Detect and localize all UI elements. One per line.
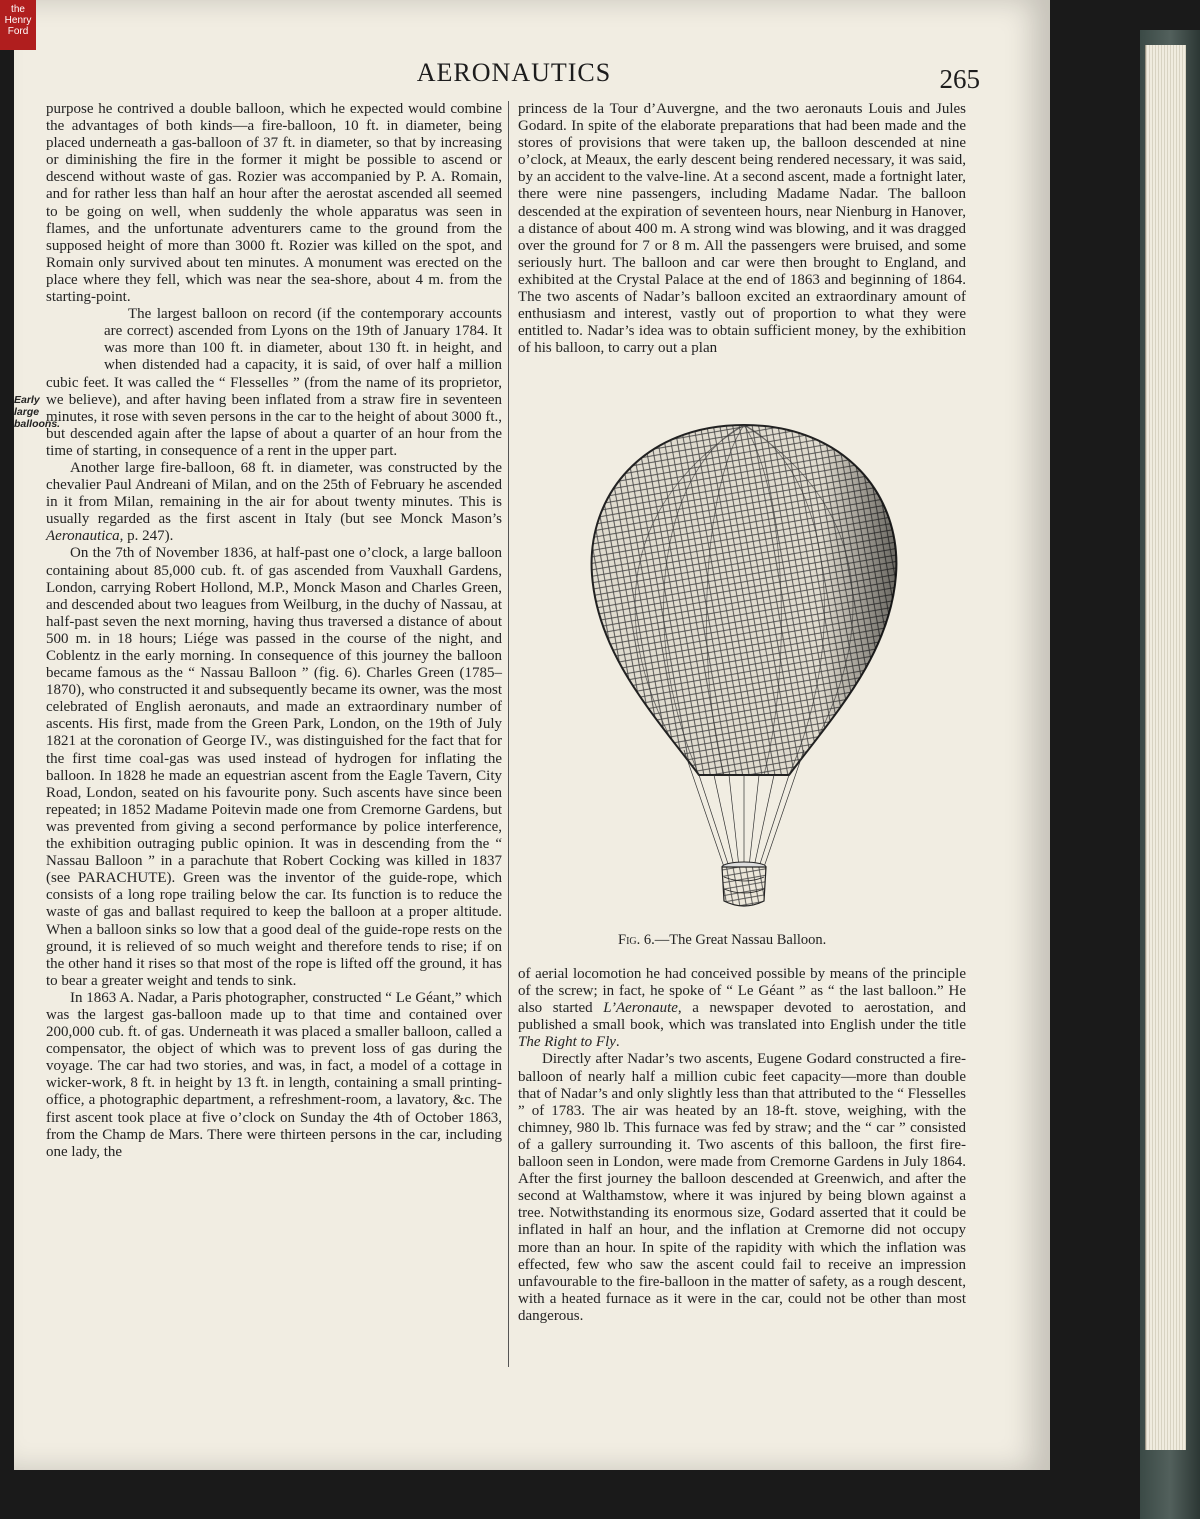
paragraph-text: The largest balloon on record (if the contemporary accounts are correct) ascended from Lyons on the 19th of January 1784. It was more than 100 ft. in diameter, about 130 ft. in height, and when distended had a capacity, it is said, of over half a million cubic feet. It was called the “ Flesselles ” (from the name of its proprietor, we believe), and after having been inflated from a straw fire in seventeen minutes, it rose with seven persons in the car to the height of about 3000 ft., but descended again after the lapse of about a quarter of an hour from the time of starting, in consequence of a rent in the upper part. — [46, 306, 502, 459]
column-rule — [508, 101, 509, 1367]
paragraph — [518, 966, 966, 1051]
left-column — [46, 101, 502, 1161]
paragraph-text: , p. 247). — [119, 528, 174, 545]
paragraph: In 1863 A. Nadar, a Paris photographer, constructed “ Le Géant,” which was the largest gas-balloon made up to that time and contained over 200,000 cub. ft. of gas. Underneath it was placed a smaller balloon, called a compensator, the object of which was to prevent loss of gas during the voyage. The car had two stories, and was, in fact, a model of a cottage in wicker-work, 8 ft. in height by 13 ft. in length, containing a small printing-office, a photographic department, a refreshment-room, a lavatory, &c. The first ascent took place at five o’clock on Sunday the 4th of October 1863, from the Champ de Mars. There were thirteen persons in the car, including one lady, the — [46, 989, 502, 1160]
paragraph: purpose he contrived a double balloon, which he expected would combine the advantages of both kinds—a fire-balloon, 10 ft. in diameter, being placed underneath a gas-balloon of 37 ft. in diameter, so that by increasing or diminishing the fire in the former it might be possible to ascend or descend without waste of gas. Rozier was accompanied by P. A. Romain, and for rather less than half an hour after the aerostat ascended all seemed to be going on well, when suddenly the whole apparatus was seen in flames, and the unfortunate adventurers came to the ground from the supposed height of more than 3000 ft. Rozier was killed on the spot, and Romain only survived about ten minutes. A monument was erected on the place where they fell, which was near the sea-shore, about 4 m. from the starting-point. — [46, 101, 502, 306]
page-number: 265 — [939, 64, 980, 94]
margin-note — [14, 394, 61, 430]
balloon-car — [722, 862, 766, 906]
figure-title: —The Great Nassau Balloon. — [654, 932, 827, 948]
logo-text: the — [11, 4, 25, 15]
figure-number: Fig. 6. — [618, 932, 655, 948]
right-column-top — [518, 101, 966, 357]
book-title: The Right to Fly — [518, 1034, 616, 1051]
book-page — [14, 0, 1050, 1470]
right-column-bottom — [518, 966, 966, 1325]
paragraph — [46, 460, 502, 545]
paragraph — [46, 306, 502, 460]
balloon-illustration — [574, 405, 914, 925]
running-head: AERONAUTICS — [416, 58, 612, 87]
paragraph: Directly after Nadar’s two ascents, Eugene Godard constructed a fire-balloon of nearly half a million cubic feet capacity—more than double that of Nadar’s and only slightly less than that attributed to the “ Flesselles ” of 1783. The air was heated by an 18-ft. stove, weighing, with the chimney, 980 lb. This furnace was fed by straw; and the “ car ” consisted of a gallery surrounding it. Two ascents of this balloon, the first fire-balloon seen in London, were made from Cremorne Gardens in July 1864. After the first journey the balloon descended at Greenwich, and after the second at Walthamstow, where it was injured by being blown against a tree. Notwithstanding its enormous size, Godard asserted that it could be inflated in half an hour, and the inflation at Cremorne did not occupy more than an hour. In spite of the rapidity with which the inflation was effected, few who saw the ascent could fail to receive an impression unfavourable to the fire-balloon in the matter of safety, as a rough descent, with a heated furnace as it were in the car, could not be other than most dangerous. — [518, 1051, 966, 1324]
logo-text: Ford — [7, 26, 29, 37]
newspaper-title: L’Aeronaute — [603, 1000, 678, 1017]
balloon-envelope — [592, 425, 897, 775]
henry-ford-logo — [0, 0, 36, 50]
logo-text: Henry — [4, 15, 32, 26]
paragraph: princess de la Tour d’Auvergne, and the two aeronauts Louis and Jules Godard. In spite of the elaborate preparations that had been made and the stores of provisions that were taken up, the balloon descended at nine o’clock, at Meaux, the early descent being rendered necessary, it was said, by an accident to the valve-line. At a second ascent, made a fortnight later, there were nine passengers, including Madame Nadar. The balloon descended at the expiration of seventeen hours, near Nienburg in Hanover, a distance of about 400 m. A strong wind was blowing, and it was dragged over the ground for 7 or 8 m. All the passengers were bruised, and some seriously hurt. The balloon and car were then brought to England, and exhibited at the Crystal Palace at the end of 1863 and beginning of 1864. The two ascents of Nadar’s balloon excited an extraordinary amount of enthusiasm and interest, vastly out of proportion to what they were entitled to. Nadar’s idea was to obtain sufficient money, by the exhibition of his balloon, to carry out a plan — [518, 101, 966, 357]
figure-caption — [618, 932, 826, 949]
sidenote-space — [46, 306, 104, 374]
margin-note-line: Early — [14, 394, 40, 406]
paragraph-text: of aerial locomotion he had conceived possible by means of the principle of the screw; in fact, he spoke of “ Le Géant ” as “ the last balloon.” He also started — [518, 966, 966, 1017]
paragraph-text: Another large fire-balloon, 68 ft. in diameter, was constructed by the chevalier Paul Andreani of Milan, and on the 25th of February he ascended in it from Milan, remaining in the air for about twenty minutes. This is usually regarded as the first ascent in Italy (but see Monck Mason’s — [46, 459, 502, 528]
margin-note-line: large — [14, 406, 40, 418]
margin-note-line: balloons. — [14, 418, 61, 430]
paragraph-text: . — [615, 1034, 620, 1051]
book-title: Aeronautica — [46, 528, 120, 545]
page-edges — [1145, 45, 1186, 1450]
paragraph-text: , a newspaper devoted to aerostation, and published a small book, which was translated into English under the title — [518, 1000, 966, 1034]
paragraph: On the 7th of November 1836, at half-past one o’clock, a large balloon containing about 85,000 cub. ft. of gas ascended from Vauxhall Gardens, London, carrying Robert Hollond, M.P., Monck Mason and Charles Green, and descended about two leagues from Weilburg, in the duchy of Nassau, at half-past seven the next morning, having thus traversed a distance of about 500 m. in 18 hours; Liége was passed in the course of the night, and Coblentz in the early morning. In consequence of this journey the balloon became famous as the “ Nassau Balloon ” (fig. 6). Charles Green (1785–1870), who constructed it and subsequently became its owner, was the most celebrated of English aeronauts, and made an extraordinary number of ascents. His first, made from the Green Park, London, on the 19th of July 1821 at the coronation of George IV., was distinguished for the fact that for the first time coal-gas was used instead of hydrogen for inflating the balloon. In 1828 he made an equestrian ascent from the Eagle Tavern, City Road, London, seated on his favourite pony. Such ascents have since been repeated; in 1852 Madame Poitevin made one from Cremorne Gardens, but was prevented from giving a second performance by police interference, the exhibition outraging public opinion. It was in descending from the “ Nassau Balloon ” in a parachute that Robert Cocking was killed in 1837 (see PARACHUTE). Green was the inventor of the guide-rope, which consists of a long rope trailing below the car. Its function is to reduce the waste of gas and ballast required to keep the balloon at a proper altitude. When a balloon sinks so low that a good deal of the guide-rope rests on the ground, it is relieved of so much weight and therefore tends to rise; if on the other hand it rises so that most of the rope is lifted off the ground, it has to bear a greater weight and tends to sink. — [46, 545, 502, 989]
